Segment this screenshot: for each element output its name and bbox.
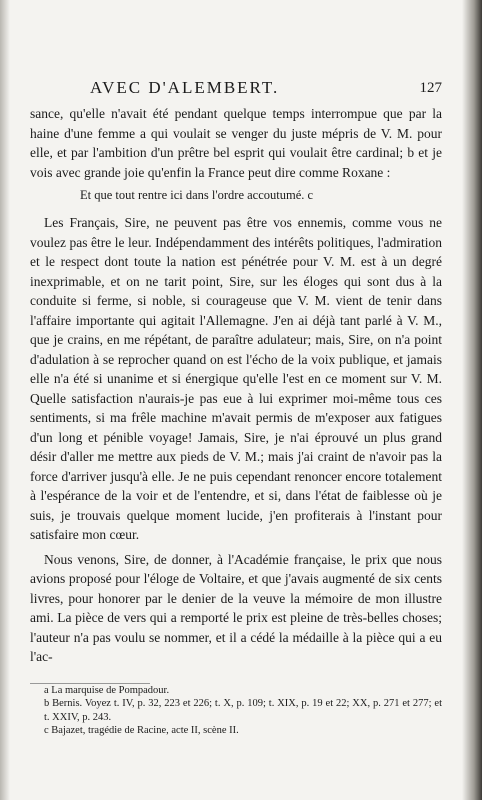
- scan-shadow-right: [462, 0, 482, 800]
- verse-quotation: Et que tout rentre ici dans l'ordre accoutumé. c: [80, 188, 314, 202]
- paragraph-academie: Nous venons, Sire, de donner, à l'Académie française, le prix que nous avions proposé pour l'éloge de Voltaire, et que j'avais augmenté de six cents livres, pour honorer par le denier de la veuve la mémoire de mon illustre ami. La pièce de vers qui a remporté le prix est pleine de très-belles choses; l'auteur n'a pas voulu se nommer, et il a cédé la médaille à la pièce qui a eu l'ac-: [30, 551, 442, 664]
- scan-shadow-left: [0, 0, 10, 800]
- book-page: [30, 78, 442, 738]
- paragraph-continuation: sance, qu'elle n'avait été pendant quelque temps interrompue que par la haine d'une femme a qui voulait se venger du juste mépris de V. M. pour elle, et par l'ambition d'un prêtre bel esprit qui voulait être cardinal; b et je vois avec grande joie qu'enfin la France peut dire comme Roxane :: [30, 106, 442, 180]
- page-number: 127: [419, 80, 442, 96]
- footnote: a La marquise de Pompadour.: [44, 684, 170, 696]
- footnote: b Bernis. Voyez t. IV, p. 32, 223 et 226; t. X, p. 109; t. XIX, p. 19 et 22; XX, p. 271 et 277; et t. XXIV, p. 243.: [44, 698, 442, 723]
- footnote: c Bajazet, tragédie de Racine, acte II, scène II.: [44, 725, 239, 736]
- paragraph-main: Les Français, Sire, ne peuvent pas être vos ennemis, comme vous ne voulez pas être le leur. Indépendamment des intérêts politiques, l'admiration et le respect dont toute la nation est pénétrée pour V. M. est à un degré inexprimable, et on ne tarit point, Sire, sur les éloges qui sont dus à la conduite si ferme, si noble, si courageuse que V. M. vient de tenir dans l'affaire importante qui agitait l'Allemagne. J'en ai déjà tant parlé à V. M., que je crains, en me répétant, de paraître adulateur; mais, Sire, on n'a point d'adulation à se reprocher quand on est l'écho de la voix publique, et jamais elle n'a été si unanime et si énergique qu'elle l'est en ce moment sur V. M. Quelle satisfaction n'aurais-je pas eue à lui exprimer moi-même tous ces sentiments, si ma frêle machine m'avait permis de m'exposer aux fatigues d'un long et pénible voyage! Jamais, Sire, je n'ai éprouvé un plus grand désir d'aller me mettre aux pieds de V. M.; mais j'ai craint de n'avoir pas la force d'arriver jusqu'à elle. Je ne puis cependant renoncer encore totalement à l'espérance de la voir et de l'entendre, et si, dans l'état de faiblesse où je suis, je trouvais quelque moment lucide, j'en profiterais à l'instant pour satisfaire mon cœur.: [30, 215, 442, 542]
- running-head: AVEC D'ALEMBERT.: [90, 78, 280, 97]
- page-header: [30, 78, 442, 104]
